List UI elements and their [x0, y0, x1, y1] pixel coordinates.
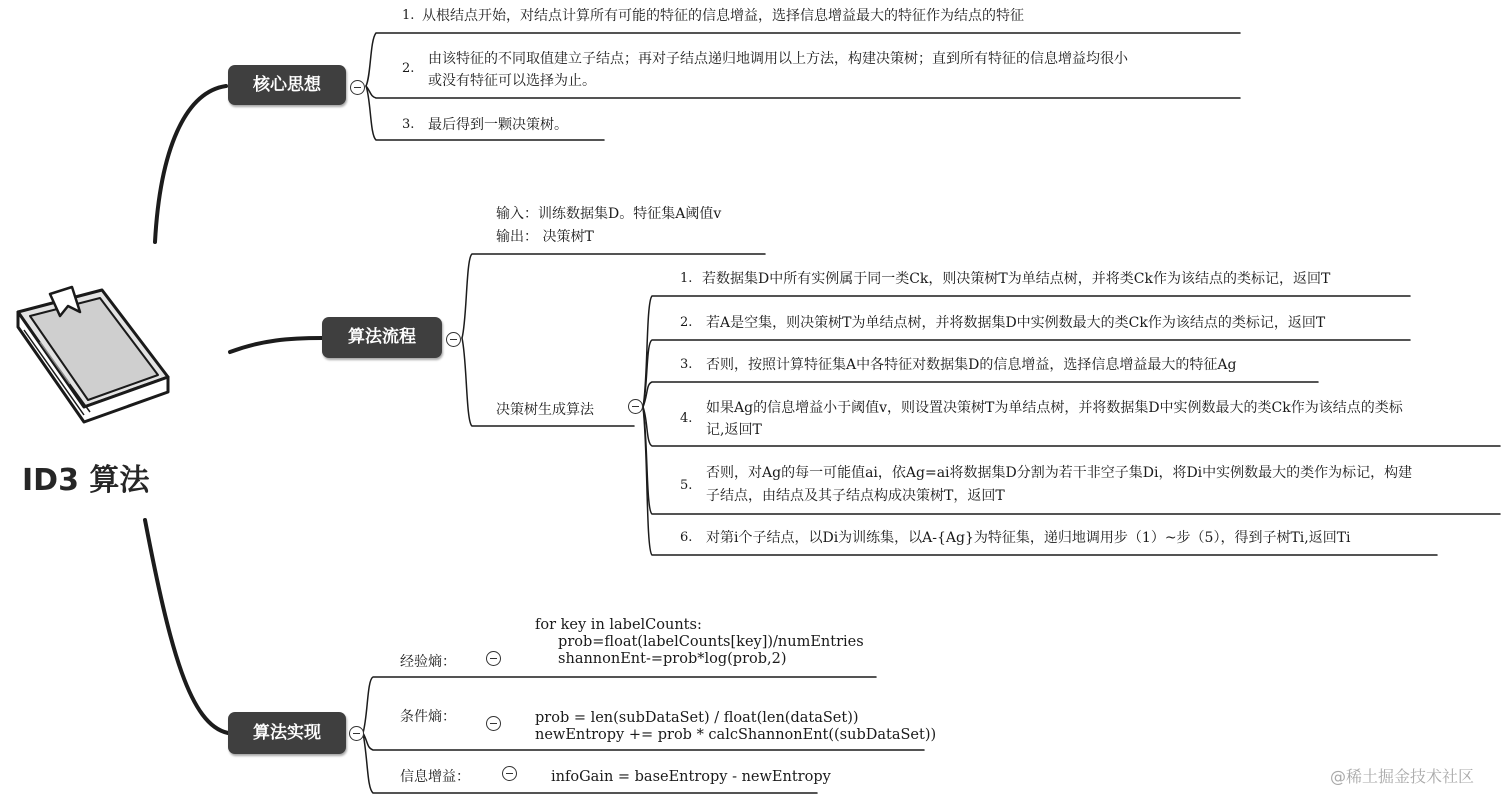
step-text[interactable]: 否则，按照计算特征集A中各特征对数据集D的信息增益，选择信息增益最大的特征Ag — [706, 357, 1237, 373]
core-item-text[interactable]: 最后得到一颗决策树。 — [428, 117, 568, 133]
topic-procedure[interactable]: 算法流程 — [322, 317, 442, 358]
collapse-procedure-icon[interactable] — [446, 332, 461, 347]
step-number: 3. — [680, 357, 693, 372]
step-text[interactable]: 如果Ag的信息增益小于阈值v，则设置决策树T为单结点树，并将数据集D中实例数最大的类Ck作为该结点的类标 — [706, 400, 1403, 416]
collapse-core-idea-icon[interactable] — [350, 80, 365, 95]
step-text[interactable]: 对第i个子结点，以Di为训练集，以A-{Ag}为特征集，递归地调用步（1）~步（5），得到子树Ti,返回Ti — [706, 530, 1351, 546]
collapse-conditional-entropy-icon[interactable] — [486, 716, 501, 731]
code-conditional-entropy[interactable]: prob = len(subDataSet) / float(len(dataSet)) newEntropy += prob * calcShannonEnt((subDataSet)) — [535, 710, 937, 743]
step-text[interactable]: 否则，对Ag的每一可能值ai，依Ag=ai将数据集D分割为若干非空子集Di，将Di中实例数最大的类作为标记，构建 — [706, 465, 1413, 481]
watermark: @稀土掘金技术社区 — [1330, 767, 1475, 786]
central-topic[interactable]: ID3 算法 — [22, 463, 150, 498]
subtopic-tree-generation[interactable]: 决策树生成算法 — [496, 402, 594, 418]
topic-implementation[interactable]: 算法实现 — [228, 712, 346, 754]
collapse-tree-generation-icon[interactable] — [628, 399, 643, 414]
step-number: 5. — [680, 478, 693, 493]
procedure-output[interactable]: 输出： 决策树T — [496, 229, 594, 245]
code-empirical-entropy[interactable]: for key in labelCounts: prob=float(labelCounts[key])/numEntries shannonEnt-=prob*log(prob,2) — [535, 617, 864, 667]
step-text-continued[interactable]: 子结点，由结点及其子结点构成决策树T，返回T — [706, 488, 1005, 504]
collapse-empirical-entropy-icon[interactable] — [486, 651, 501, 666]
step-text[interactable]: 若A是空集，则决策树T为单结点树，并将数据集D中实例数最大的类Ck作为该结点的类标记，返回T — [706, 315, 1326, 331]
collapse-info-gain-icon[interactable] — [502, 766, 517, 781]
core-item-number: 2. — [402, 61, 415, 76]
code-info-gain[interactable]: infoGain = baseEntropy - newEntropy — [551, 769, 831, 785]
core-item-text[interactable]: 从根结点开始，对结点计算所有可能的特征的信息增益，选择信息增益最大的特征作为结点的特征 — [422, 8, 1024, 24]
impl-label-conditional-entropy[interactable]: 条件熵： — [400, 709, 456, 725]
core-item-text[interactable]: 由该特征的不同取值建立子结点；再对子结点递归地调用以上方法，构建决策树；直到所有特征的信息增益均很小 — [428, 51, 1128, 67]
impl-label-empirical-entropy[interactable]: 经验熵： — [400, 654, 456, 670]
step-number: 4. — [680, 411, 693, 426]
impl-label-info-gain[interactable]: 信息增益： — [400, 769, 470, 785]
core-item-number: 1. — [402, 8, 415, 23]
core-item-text-continued[interactable]: 或没有特征可以选择为止。 — [428, 73, 596, 89]
core-item-number: 3. — [402, 117, 415, 132]
book-icon — [10, 282, 180, 442]
step-text-continued[interactable]: 记,返回T — [706, 422, 762, 438]
step-number: 6. — [680, 530, 693, 545]
collapse-implementation-icon[interactable] — [349, 726, 364, 741]
topic-core-idea[interactable]: 核心思想 — [228, 65, 346, 105]
procedure-input[interactable]: 输入：训练数据集D。特征集A阈值v — [496, 206, 722, 222]
step-number: 2. — [680, 315, 693, 330]
step-text[interactable]: 若数据集D中所有实例属于同一类Ck，则决策树T为单结点树，并将类Ck作为该结点的类标记，返回T — [702, 271, 1331, 287]
step-number: 1. — [680, 271, 693, 286]
